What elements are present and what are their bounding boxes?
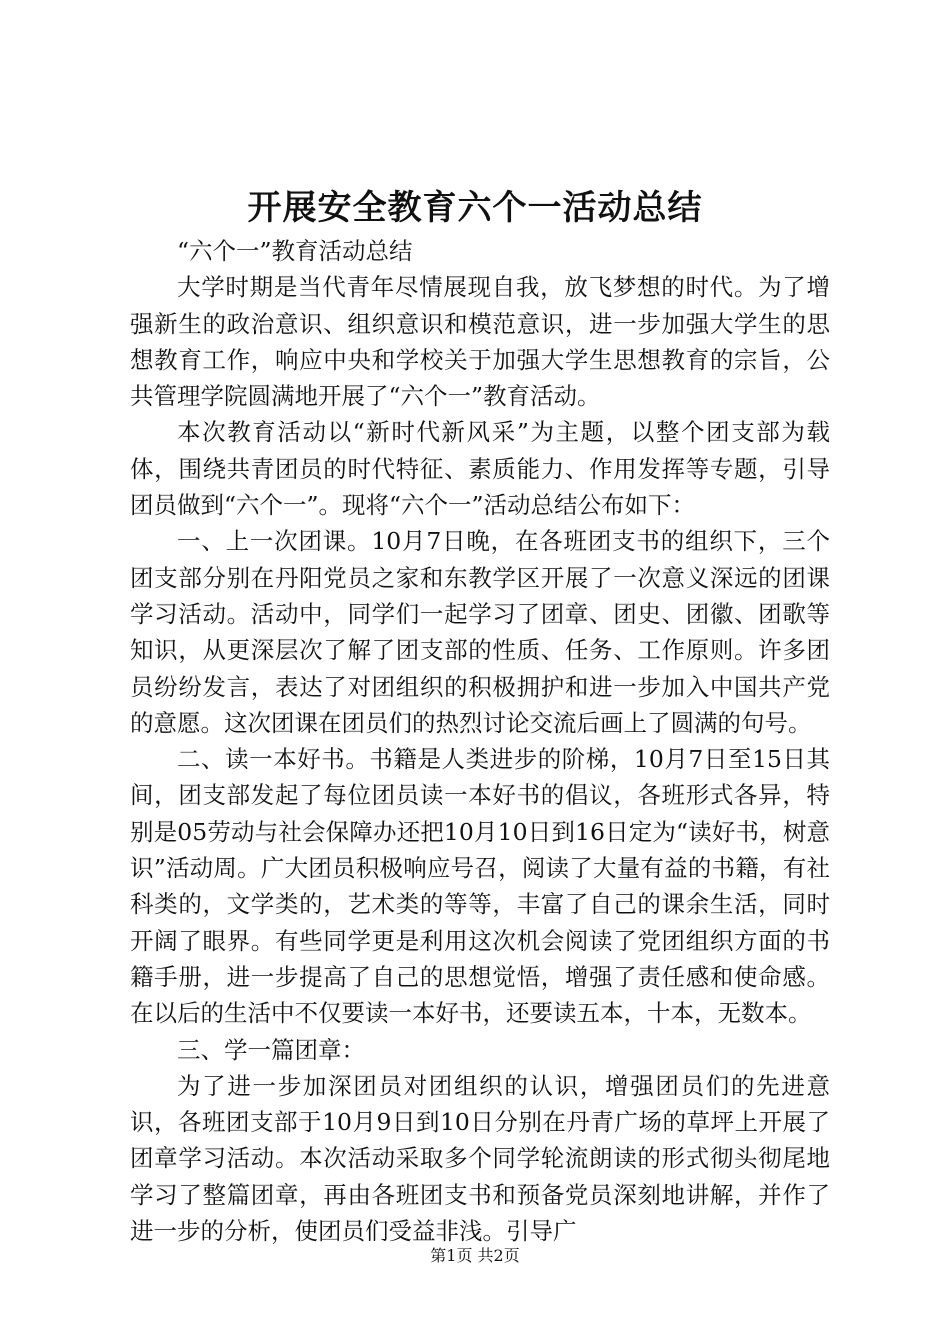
page-footer: 第1页 共2页 — [430, 1246, 520, 1265]
body-paragraph: 为了进一步加深团员对团组织的认识，增强团员们的先进意识，各班团支部于10月9日到10日分别在丹青广场的草坪上开展了团章学习活动。本次活动采取多个同学轮流朗读的形式彻头彻尾地学习了整篇团章，再由各班团支书和预备党员深刻地讲解，并作了进一步的分析，使团员们受益非浅。引导广 — [130, 1071, 830, 1246]
subtitle-paragraph: “六个一”教育活动总结 — [177, 237, 413, 265]
body-paragraph: 本次教育活动以“新时代新风采”为主题，以整个团支部为载体，围绕共青团员的时代特征、素质能力、作用发挥等专题，引导团员做到“六个一”。现将“六个一”活动总结公布如下： — [130, 418, 830, 520]
document-title: 开展安全教育六个一活动总结 — [247, 188, 703, 228]
document-body — [130, 233, 830, 1249]
section-heading: 三、学一篇团章： — [177, 1035, 365, 1064]
body-paragraph: 二、读一本好书。书籍是人类进步的阶梯，10月7日至15日其间，团支部发起了每位团员读一本好书的倡议，各班形式各异，特别是05劳动与社会保障办还把10月10日到16日定为“读好书，树意识”活动周。广大团员积极响应号召，阅读了大量有益的书籍，有社科类的，文学类的，艺术类的等等，丰富了自己的课余生活，同时开阔了眼界。有些同学更是利用这次机会阅读了党团组织方面的书籍手册，进一步提高了自己的思想觉悟，增强了责任感和使命感。在以后的生活中不仅要读一本好书，还要读五本，十本，无数本。 — [130, 745, 830, 1028]
body-paragraph: 大学时期是当代青年尽情展现自我，放飞梦想的时代。为了增强新生的政治意识、组织意识和模范意识，进一步加强大学生的思想教育工作，响应中央和学校关于加强大学生思想教育的宗旨，公共管理学院圆满地开展了“六个一”教育活动。 — [130, 273, 830, 411]
body-paragraph: 一、上一次团课。10月7日晚，在各班团支书的组织下，三个团支部分别在丹阳党员之家和东教学区开展了一次意义深远的团课学习活动。活动中，同学们一起学习了团章、团史、团徽、团歌等知识，从更深层次了解了团支部的性质、任务、工作原则。许多团员纷纷发言，表达了对团组织的积极拥护和进一步加入中国共产党的意愿。这次团课在团员们的热烈讨论交流后画上了圆满的句号。 — [130, 527, 830, 737]
